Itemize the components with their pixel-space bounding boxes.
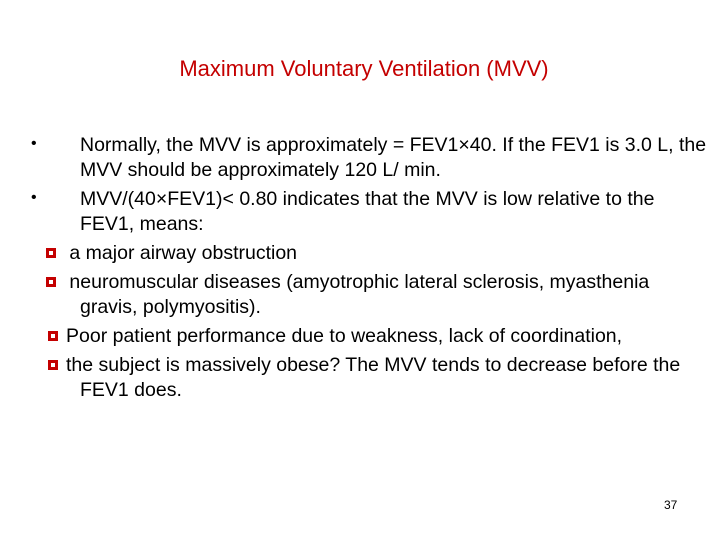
slide-title: Maximum Voluntary Ventilation (MVV) <box>179 56 549 81</box>
bullet-text: MVV/(40×FEV1)< 0.80 indicates that the MVV is low relative to the FEV1, means: <box>80 188 655 235</box>
bullet-item <box>28 133 708 183</box>
dot-icon: • <box>31 189 37 206</box>
bullet-text: Normally, the MVV is approximately = FEV1×40. If the FEV1 is 3.0 L, the MVV should be approximately 120 L/ min. <box>80 134 707 181</box>
red-square-bullet-icon <box>48 331 58 341</box>
bullet-text: a major airway obstruction <box>64 242 298 264</box>
dot-icon: • <box>31 135 37 152</box>
red-square-bullet-icon <box>46 277 56 287</box>
bullet-item <box>28 187 708 237</box>
bullet-item <box>28 324 708 349</box>
bullet-item <box>28 353 708 403</box>
bullet-list <box>28 133 708 407</box>
red-square-bullet-icon <box>46 248 56 258</box>
bullet-text: the subject is massively obese? The MVV tends to decrease before the FEV1 does. <box>66 354 681 401</box>
bullet-text: neuromuscular diseases (amyotrophic lateral sclerosis, myasthenia gravis, polymyositis). <box>64 271 650 318</box>
bullet-item <box>28 270 708 320</box>
bullet-item <box>28 241 708 266</box>
bullet-text: Poor patient performance due to weakness, lack of coordination, <box>66 325 623 347</box>
red-square-bullet-icon <box>48 360 58 370</box>
page-number: 37 <box>664 498 678 512</box>
